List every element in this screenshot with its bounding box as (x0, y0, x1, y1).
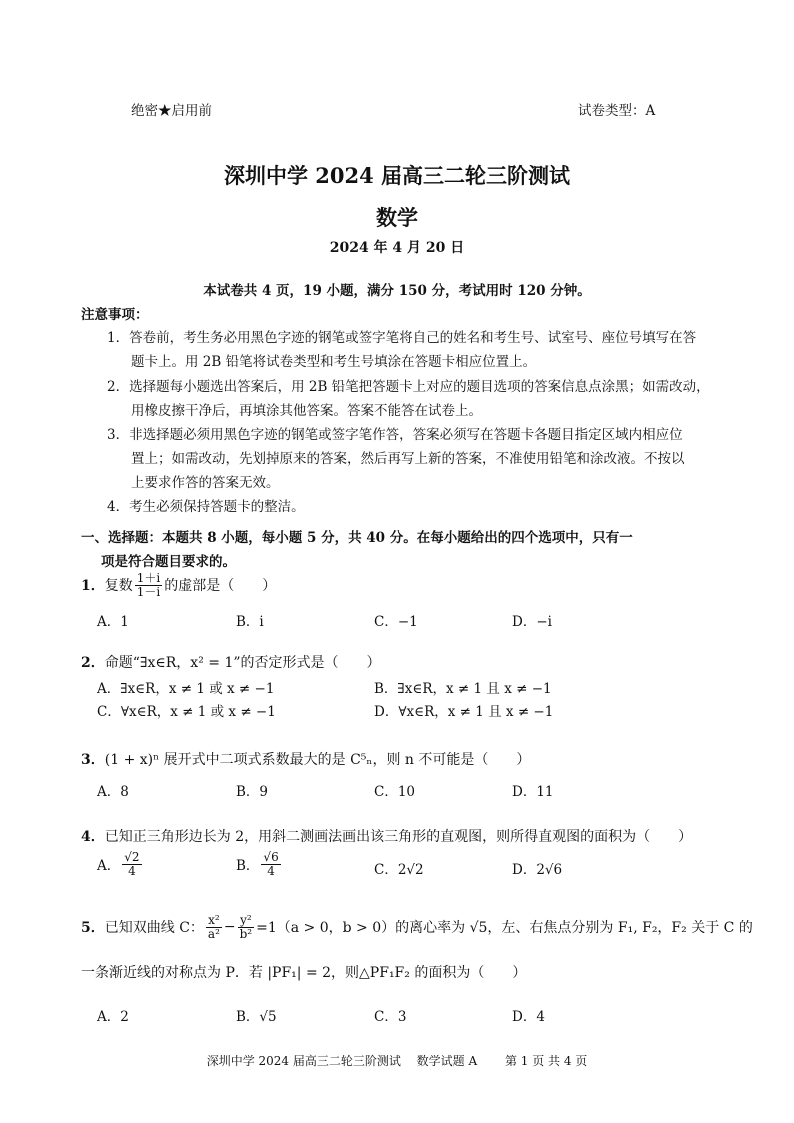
question-1-stem (81, 572, 276, 598)
note-1-line-1: 1．答卷前，考生务必用黑色字迹的钢笔或签字笔将自己的姓名和考生号、试室号、座位号填写在答 (107, 330, 697, 346)
question-3-stem (81, 749, 530, 769)
fraction-numerator: x² (208, 913, 220, 927)
q1-option-a: A．1 (97, 614, 129, 630)
section-1-heading: 一、选择题：本题共 8 小题，每小题 5 分，共 40 分。在每小题给出的四个选项中，只有一 (81, 530, 633, 546)
q3-option-d: D．11 (512, 784, 554, 800)
fraction-denominator: 1－i (136, 584, 161, 599)
fraction-denominator: b² (239, 926, 253, 941)
question-4-stem (81, 826, 692, 846)
option-value: 2√6 (536, 862, 563, 878)
confidential-label: 绝密★启用前 (131, 103, 212, 119)
question-2-stem (81, 652, 381, 672)
question-1-post: 的虚部是（ ） (164, 578, 277, 595)
option-label: B． (236, 858, 260, 875)
question-5-number: 5． (81, 920, 105, 937)
section-1-heading-cont: 项是符合题目要求的。 (101, 554, 236, 570)
q5-option-b: B．√5 (236, 1009, 277, 1025)
question-1-number: 1． (81, 578, 105, 595)
question-5-text-a: 已知双曲线 C： (104, 920, 204, 937)
q3-option-a: A．8 (97, 784, 129, 800)
exam-date: 2024 年 4 月 20 日 (329, 240, 465, 256)
q3-option-b: B．9 (236, 784, 269, 800)
y-squared-over-b-squared (238, 914, 255, 940)
fraction-numerator: √2 (124, 850, 140, 864)
question-5-stem (81, 914, 753, 940)
question-4-number: 4． (81, 829, 105, 845)
option-label: C． (374, 862, 398, 878)
q2-option-c: C．∀x∈R，x ≠ 1 或 x ≠ −1 (97, 704, 276, 720)
minus-sign: − (223, 919, 236, 936)
note-2-line-2: 用橡皮擦干净后，再填涂其他答案。答案不能答在试卷上。 (131, 403, 482, 419)
note-3-line-1: 3．非选择题必须用黑色字迹的钢笔或签字笔作答，答案必须写在答题卡各题目指定区域内相应位 (107, 427, 683, 443)
note-2-line-1: 2．选择题每小题选出答案后，用 2B 铅笔把答题卡上对应的题目选项的答案信息点涂黑；如需改动， (107, 379, 710, 395)
option-value: 2√2 (397, 862, 424, 878)
question-4-text: 已知正三角形边长为 2，用斜二测画法画出该三角形的直观图，则所得直观图的面积为（ ） (104, 829, 693, 845)
question-1-fraction (135, 572, 162, 598)
q5-option-d: D．4 (512, 1009, 545, 1025)
note-3-line-3: 上要求作答的答案无效。 (131, 475, 280, 491)
question-5-text-b: =1（a > 0，b > 0）的离心率为 √5，左、右焦点分别为 F₁, F₂，F₂ 关于 C 的 (256, 920, 753, 937)
q4-option-d (512, 858, 562, 878)
exam-title: 深圳中学 2024 届高三二轮三阶测试 (223, 163, 571, 188)
q3-option-c: C．10 (374, 784, 416, 800)
exam-intro: 本试卷共 4 页，19 小题，满分 150 分，考试用时 120 分钟。 (203, 283, 591, 299)
q2-option-d: D．∀x∈R，x ≠ 1 且 x ≠ −1 (374, 704, 554, 720)
option-fraction (261, 851, 280, 877)
question-3-number: 3． (81, 752, 105, 768)
paper-type-label: 试卷类型：A (578, 103, 656, 119)
q5-option-a: A．2 (97, 1009, 129, 1025)
q2-option-b: B．∃x∈R，x ≠ 1 且 x ≠ −1 (374, 681, 552, 697)
notes-heading: 注意事项： (81, 307, 149, 323)
fraction-denominator: 4 (267, 863, 275, 878)
q4-option-c (374, 858, 424, 878)
q1-option-b: B．i (236, 614, 264, 630)
note-3-line-2: 置上；如需改动，先划掉原来的答案，然后再写上新的答案，不准使用铅笔和涂改液。不按以 (131, 451, 685, 467)
q2-option-a: A．∃x∈R，x ≠ 1 或 x ≠ −1 (97, 681, 275, 697)
q5-option-c: C．3 (374, 1009, 407, 1025)
subject-title: 数学 (376, 205, 418, 230)
question-3-text: (1 + x)ⁿ 展开式中二项式系数最大的是 C⁵ₙ，则 n 不可能是（ ） (104, 752, 531, 768)
fraction-numerator: 1＋i (136, 571, 161, 585)
question-5-text-c: 一条渐近线的对称点为 P．若 |PF₁| = 2，则△PF₁F₂ 的面积为（ ） (81, 965, 527, 981)
q1-option-c: C．−1 (374, 614, 418, 630)
fraction-numerator: y² (240, 913, 252, 927)
question-1-pre: 复数 (104, 578, 133, 595)
x-squared-over-a-squared (206, 914, 222, 940)
option-label: D． (512, 862, 537, 878)
question-2-text: 命题“∃x∈R，x² = 1”的否定形式是（ ） (104, 655, 381, 671)
fraction-numerator: √6 (263, 850, 279, 864)
q1-option-d: D．−i (512, 614, 552, 630)
note-1-line-2: 题卡上。用 2B 铅笔将试卷类型和考生号填涂在答题卡相应位置上。 (131, 354, 537, 370)
q4-option-a (97, 851, 144, 877)
option-label: A． (97, 858, 121, 875)
q4-option-b (236, 851, 283, 877)
fraction-denominator: 4 (128, 863, 136, 878)
note-4-line-1: 4．考生必须保持答题卡的整洁。 (107, 499, 305, 515)
question-2-number: 2． (81, 655, 105, 671)
fraction-denominator: a² (207, 926, 220, 941)
page-footer: 深圳中学 2024 届高三二轮三阶测试 数学试题 A 第 1 页 共 4 页 (206, 1054, 588, 1068)
option-fraction (122, 851, 141, 877)
